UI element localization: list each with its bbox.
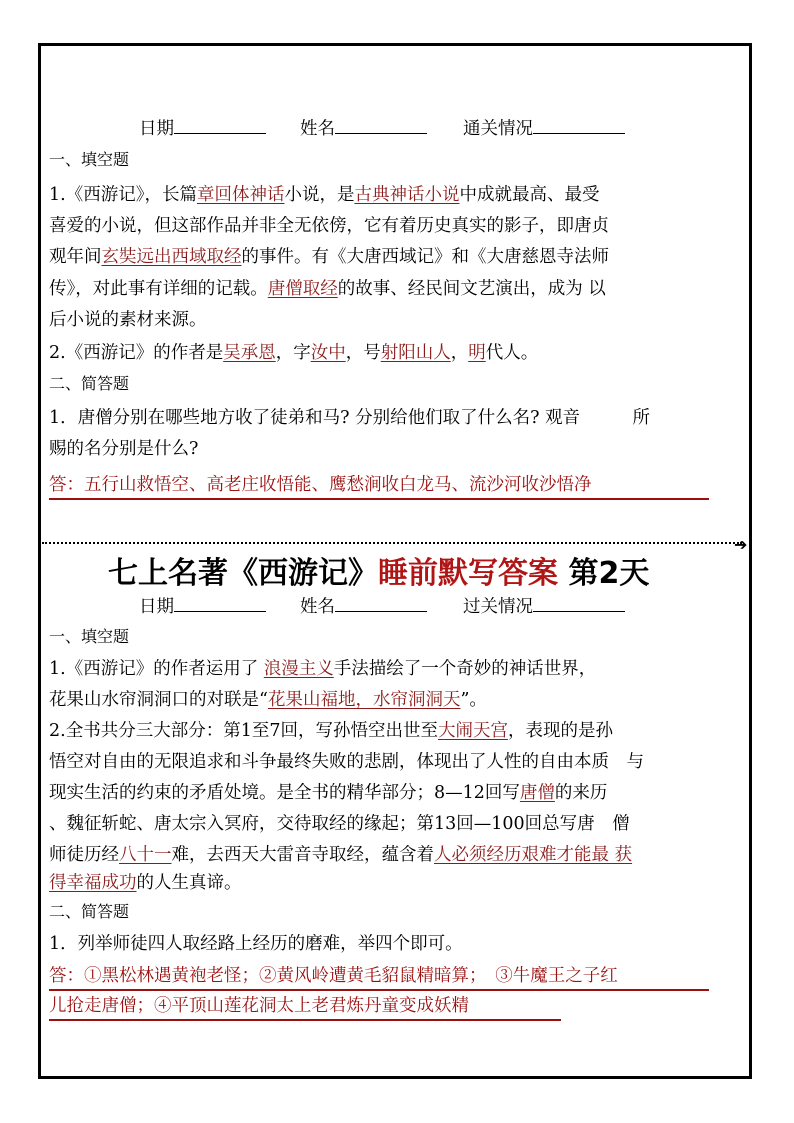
q1-line1: 1.《西游记》，长篇章回体神话小说，是古典神话小说中成就最高、最受 — [49, 185, 600, 205]
answer: 古典神话小说 — [354, 185, 460, 205]
date-field[interactable]: 日期 — [139, 115, 266, 140]
page-title: 七上名著《西游记》睡前默写答案 第2天 — [108, 556, 650, 591]
q2-line: 2.《西游记》的作者是吴承恩，字汝中，号射阳山人，明代人。 — [49, 343, 539, 363]
p2-q1-line1: 1.《西游记》的作者运用了 浪漫主义手法描绘了一个奇妙的神话世界， — [49, 659, 597, 679]
sq1-line1: 1．唐僧分别在哪些地方收了徒弟和马? 分别给他们取了什么名? 观音 所 — [49, 408, 651, 428]
section-heading-short: 二、简答题 — [49, 374, 130, 393]
p2-sq1-answer2: 儿抢走唐僧；④平顶山莲花洞太上老君炼丹童变成妖精 — [49, 990, 561, 1022]
section-heading-fill: 一、填空题 — [49, 150, 130, 169]
p2-q2-line5: 师徒历经八十一难，去西天大雷音寺取经，蕴含着人必须经历艰难才能最 获 — [49, 845, 633, 865]
answer: 汝中 — [310, 343, 346, 363]
answer: 唐僧 — [519, 783, 555, 803]
arrow-right-icon: ➔ — [734, 535, 748, 554]
p2-q1-line2: 花果山水帘洞洞口的对联是“花果山福地，水帘洞洞天”。 — [49, 690, 487, 710]
answer: 得幸福成功 — [49, 873, 137, 893]
q1-line2: 喜爱的小说，但这部作品并非全无依傍，它有着历史真实的影子，即唐贞 — [49, 216, 609, 236]
name-field[interactable]: 姓名 — [300, 115, 427, 140]
date-field[interactable]: 日期 — [139, 593, 266, 618]
status-field[interactable]: 通关情况 — [463, 115, 625, 140]
answer: 大闹天宫 — [437, 721, 508, 741]
p2-q2-line3: 现实生活的约束的矛盾处境。是全书的精华部分；8—12回写唐僧的来历 — [49, 783, 608, 803]
answer: 浪漫主义 — [263, 659, 334, 679]
p2-sq1-answer1: 答：①黑松林遇黄袍老怪；②黄风岭遭黄毛貂鼠精暗算； ③牛魔王之子红 — [49, 960, 709, 992]
p2-q2-line1: 2.全书共分三大部分：第1至7回，写孙悟空出世至大闹天宫，表现的是孙 — [49, 721, 613, 741]
answer: 吴承恩 — [223, 343, 276, 363]
sq1-answer: 答：五行山救悟空、高老庄收悟能、鹰愁涧收白龙马、流沙河收沙悟净 — [49, 469, 709, 501]
section-heading-fill: 一、填空题 — [49, 627, 130, 646]
sq1-line2: 赐的名分别是什么? — [49, 439, 199, 459]
answer: 明 — [468, 343, 486, 363]
section-heading-short: 二、简答题 — [49, 902, 130, 921]
answer: 玄奘远出西域取经 — [101, 247, 242, 267]
dotted-divider — [42, 542, 742, 544]
p2-sq1-line1: 1．列举师徒四人取经路上经历的磨难，举四个即可。 — [49, 934, 463, 954]
answer: 章回体神话 — [196, 185, 285, 205]
answer: 唐僧取经 — [267, 279, 338, 299]
q1-line3: 观年间玄奘远出西域取经的事件。有《大唐西域记》和《大唐慈恩寺法师 — [49, 247, 609, 267]
q1-line5: 后小说的素材来源。 — [49, 310, 207, 330]
status-field[interactable]: 过关情况 — [463, 593, 625, 618]
answer: 八十一 — [119, 845, 172, 865]
p2-q2-line4: 、魏征斩蛇、唐太宗入冥府，交待取经的缘起；第13回—100回总写唐 僧 — [49, 814, 630, 834]
p2-q2-line2: 悟空对自由的无限追求和斗争最终失败的悲剧，体现出了人性的自由本质 与 — [49, 752, 644, 772]
q1-line4: 传》，对此事有详细的记载。唐僧取经的故事、经民间文艺演出，成为 以 — [49, 279, 606, 299]
answer: 人必须经历艰难才能最 获 — [434, 845, 633, 865]
p2-q2-line6: 得幸福成功的人生真谛。 — [49, 873, 242, 893]
answer: 花果山福地，水帘洞洞天 — [267, 690, 461, 710]
answer: 射阳山人 — [380, 343, 451, 363]
name-field[interactable]: 姓名 — [300, 593, 427, 618]
